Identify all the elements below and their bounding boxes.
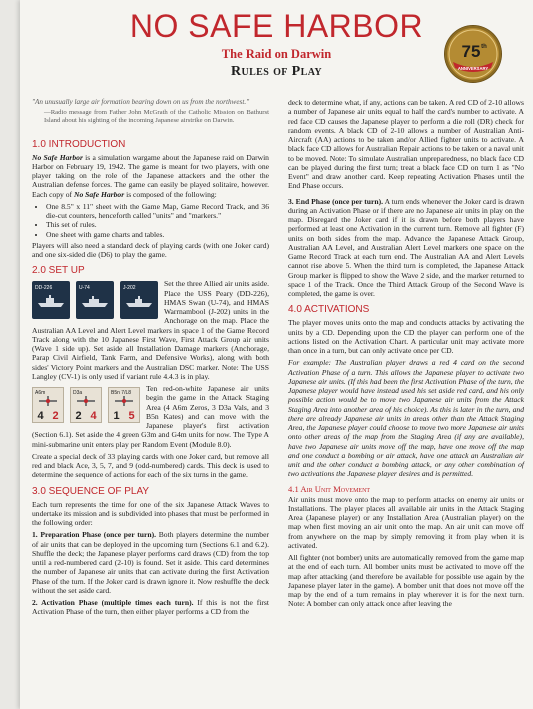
setup-paragraph-2: Ten red-on-white Japanese air units begin the game in the Attack Staging Area (4 A6m Zeros, 3 D3a Vals, and 3 B5n Kates) and can move with the Japanese player's first activation (Section 6.1). Set aside the 4 green G3m and G4m units for now. The Type A mini-submarine unit enters play per Random Event (Module 8.0). (32, 384, 269, 449)
rules-heading: Rules of Play (230, 64, 323, 79)
plane-icon (77, 396, 95, 406)
air-movement-paragraph: Air units must move onto the map to perform attacks on enemy air units or Installations. The player places all available air units in the Attack Staging Area (Japanese player) or any Installation Area (Australian player) on the map when first moving an air unit onto the map. An air unit can move off from anywhere on the map by simply removing it from play when it is activated. (288, 494, 524, 550)
list-item: • This set of rules. (46, 220, 269, 229)
air-movement-paragraph-2: All fighter (not bomber) units are automatically removed from the game map at the end of each turn. All bomber units must be activated to move off the map after attacking (and therefore be available for possible use again by the Japanese player later in the game). A bomber unit that does not move off the map by the end of a turn remains in play wherever it is for the next turn. Note: A bomber can only attack once after leaving the (288, 553, 524, 609)
sequence-paragraph: Each turn represents the time for one of the six Japanese Attack Waves to undertake its mission and is subdivided into phases that must be performed in the following order: (32, 499, 269, 528)
ship-counter: U-74 (76, 281, 114, 319)
components-list (32, 202, 269, 239)
phase-preparation: 1. Preparation Phase (once per turn). Both players determine the number of air units that can be deployed in the upcoming turn (Sections 6.1 and 6.2). Shuffle the deck; the Japanese player performs card draws (CD) from the top until a red-numbered card (2-10) is found. Set it aside. This card determines the number of Japanese air units that can activate during the first Activation Phase of the turn. If the Joker card is drawn ignore it. Now reshuffle the deck without the set aside card. (32, 530, 269, 595)
activations-paragraph: The player moves units onto the map and conducts attacks by activating the units by a CD. Depending upon the CD the player can perform one of the actions listed on the Activation Chart. A particular unit may activate more than once in a turn, but can only activate once per CD. (288, 318, 524, 355)
ship-counter: J-202 (120, 281, 158, 319)
ship-icon (125, 294, 153, 308)
air-counter: D3a 2 4 (70, 387, 102, 423)
rulebook-page (20, 0, 533, 709)
intro-paragraph: No Safe Harbor is a simulation wargame about the Japanese raid on Darwin Harbor on February 19, 1942. The game is meant for two players, with one player taking on the role of the Japanese attackers and the other the Australian defense forces. The game can easily be played solitaire, however. Each copy of No Safe Harbor is composed of the following: (32, 152, 269, 199)
section-heading-introduction: 1.0 INTRODUCTION (32, 138, 126, 150)
epigraph-attribution: —Radio message from Father John McGrath of the Catholic Mission on Bathurst Island about his sighting of the incoming Japanese airstrike on Darwin. (44, 108, 269, 124)
air-counter: A6m 4 2 (32, 387, 64, 423)
left-column (32, 98, 269, 620)
setup-paragraph: Set the three Allied air units aside. Place the USS Peary (DD-226), HMAS Swan (U-74), and HMAS Warrnambool (J-202) units in the Anchorage on the map. Place the Australian AA Level and Alert Level markers in space 1 of the Game Record Track along with the 10 Japanese First Wave, First Attack Group air units (Wave 1 side up). Set aside all Installation Damage markers (Anchorage, Parap Civil Airfield, Tank Farm, and Defensive Works), along with both sides' Victory Point markers and the Australian DSC marker. Note: The USS Langley (CV-1) is only used if variant rule 4.4.3 is in play. (32, 279, 269, 381)
seal-number: 75 (461, 42, 481, 61)
activation-phase-continued: deck to determine what, if any, actions can be taken. A red CD of 2-10 allows a number of Japanese air units equal to half the card's number to activate. A red face CD causes the Japanese player to perform a die roll (DR) check for random events. A black CD of 2-10 allows a number of Australian Anti-Aircraft (AA) actions to be taken and/or Allied fighter units to activate. A black face CD allows for Australian Repair actions to be taken or a naval unit to be moved. Note: To simulate Australian unpreparedness, no black face CD can be played during the first turn; treat a black face CD on turn 1 as "No Event" and draw another card. Keep repeating Activation Phases until the End Phase occurs. (288, 98, 524, 191)
list-item: • One 8.5" x 11" sheet with the Game Map, Game Record Track, and 36 die-cut counters, henceforth called "units" and "markers." (46, 202, 269, 221)
seal-text: ANNIVERSARY (457, 66, 489, 71)
list-item: • One sheet with game charts and tables. (46, 230, 269, 239)
game-title: NO SAFE HARBOR (129, 8, 424, 44)
ship-counter: DD-226 (32, 281, 70, 319)
seal-suffix: th (481, 44, 487, 50)
subsection-heading-air-movement: 4.1 Air Unit Movement (288, 483, 371, 494)
setup-paragraph-3: Create a special deck of 33 playing cards with one Joker card, but remove all red and black Ace, 3, 5, 7, and 9 (odd-numbered) cards. This deck is used to determine the sequence of actions for each of the six turns in the game. (32, 451, 269, 480)
epigraph-quote: "An unusually large air formation bearing down on us from the northwest." (32, 98, 250, 106)
section-heading-activations: 4.0 ACTIVATIONS (288, 304, 370, 316)
activations-example: For example: The Australian player draws a red 4 card on the second Activation Phase of a turn. This allows the Japanese player to activate two Japanese air units. (If this had been the first Activation Phase of the turn, the Japanese player would have instead used his set aside red card, and his only possible action would be to move two Japanese air units from the Attack Staging Area into another area of his choice). As this is later in the turn, and there are already Japanese air units in areas other than the Attack Staging Area, the Japanese player could choose to move two more Japanese air units onto other areas of the map from the Staging Area (if any are available), have two Japanese air units move off the map, have one move off the map and one conduct a bombing or air attack, have one attack an Australian air unit and the other conduct a bombing attack, or any other combination of two activations the Japanese player desires and is permitted. (288, 358, 524, 479)
plane-icon (39, 396, 57, 406)
phase-activation: 2. Activation Phase (multiple times each turn). If this is not the first Activation Phase of the turn, then either player performs a CD from the (32, 598, 269, 617)
anniversary-seal-icon (445, 26, 501, 82)
right-column (288, 98, 524, 612)
air-counter: B5n 7/L8 1 5 (108, 387, 140, 423)
allied-naval-counters (32, 281, 158, 319)
section-heading-sequence: 3.0 SEQUENCE OF PLAY (32, 485, 150, 497)
ship-icon (37, 294, 65, 308)
phase-end: 3. End Phase (once per turn). A turn ends whenever the Joker card is drawn during an Activation Phase or if there are no Japanese air units in play on the map. Disregard the Joker card if it is drawn before both players have performed at least one Activation in the current turn. Remove all fighter (F) units on both sides from the map. Advance the Japanese Attack Group, Australian AA Level, and Australian Alert Level markers one space on the Game Record Track at each turn end. The Australian AA and Alert Levels cannot rise above 5. When the third turn is completed, the Japanese Attack Group marker is flipped to show the Wave 2 side, and the marker returned to space 1 of the Track. Once the Third Attack Group of the Second Wave is completed, the game is over. (288, 196, 524, 298)
intro-paragraph-2: Players will also need a standard deck of playing cards (with one Joker card) and one six-sided die (D6) to play the game. (32, 240, 269, 260)
japanese-air-counters (32, 387, 140, 423)
plane-icon (115, 396, 133, 406)
game-subtitle: The Raid on Darwin (221, 47, 332, 61)
section-heading-setup: 2.0 SET UP (32, 265, 85, 277)
ship-icon (81, 294, 109, 308)
